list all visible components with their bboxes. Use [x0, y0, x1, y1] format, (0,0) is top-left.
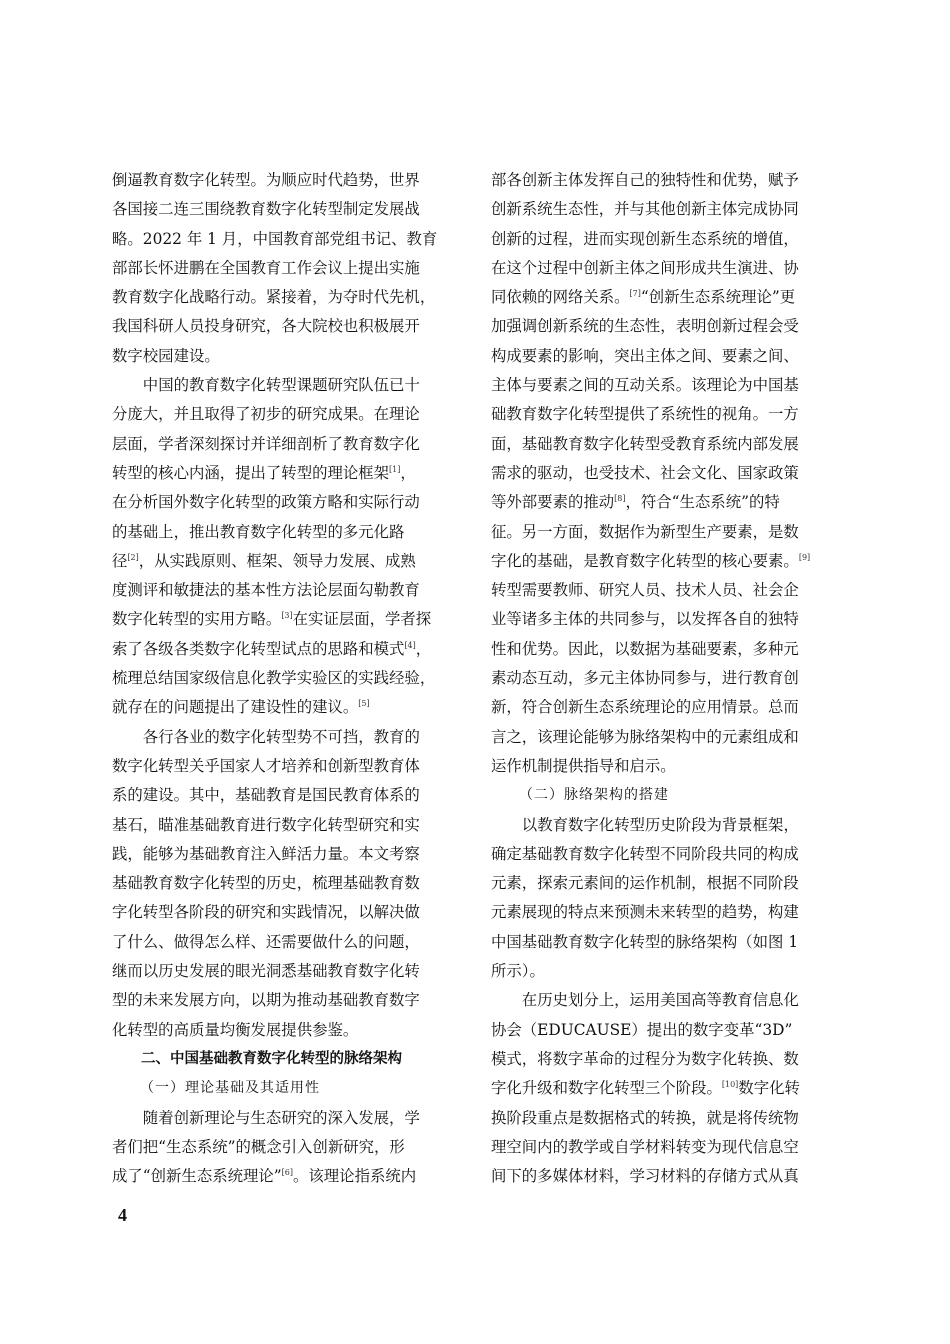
text-line: 在分析国外数字化转型的政策方略和实际行动	[112, 493, 420, 512]
section-heading: 二、中国基础教育数字化转型的脉络架构	[141, 1050, 402, 1067]
text-line: 创新的过程，进而实现创新生态系统的增值，	[491, 229, 799, 248]
text-line: 业等诸多主体的共同参与，以发挥各自的独特	[491, 610, 799, 629]
text-line	[491, 283, 838, 312]
text-line	[112, 547, 459, 576]
text-line: 在这个过程中创新主体之间形成共生演进、协	[491, 258, 799, 277]
text-fragment: 数字化转型的实用方略。	[112, 610, 282, 629]
text-line: 素动态互动，多元主体协同参与，进行教育创	[491, 669, 799, 688]
text-line: 主体与要素之间的互动关系。该理论为中国基	[491, 376, 799, 395]
text-line: 面，基础教育数字化转型受教育系统内部发展	[491, 434, 799, 453]
subsection-heading: （一）理论基础及其适用性	[140, 1080, 320, 1097]
text-line: 新，符合创新生态系统理论的应用情景。总而	[491, 698, 799, 717]
text-fragment: 索了各级各类数字化转型试点的思路和模式	[112, 639, 405, 658]
text-line: 间下的多媒体材料，学习材料的存储方式从真	[491, 1167, 799, 1186]
text-fragment: 在实证层面，学者探	[292, 610, 432, 629]
text-line: 倒逼教育数字化转型。为顺应时代趋势，世界	[112, 171, 420, 189]
text-line	[112, 1162, 459, 1191]
left-column	[112, 166, 459, 1191]
text-line: 层面，学者深刻探讨并详细剖析了教育数字化	[112, 434, 420, 453]
paragraph-1	[112, 166, 459, 371]
citation: [5]	[358, 699, 370, 709]
text-line: 运作机制提供指导和启示。	[491, 756, 676, 775]
text-line: 在历史划分上，运用美国高等教育信息化	[521, 991, 799, 1010]
text-fragment: 就存在的问题提出了建设性的建议。	[112, 698, 359, 717]
subsection-heading: （二）脉络架构的搭建	[519, 787, 669, 804]
text-line: 数字化转型关乎国家人才培养和创新型教育体	[112, 756, 420, 775]
text-line: 理空间内的教学或自学材料转变为现代信息空	[491, 1137, 799, 1156]
text-line	[491, 547, 838, 576]
text-line: 元素展现的特点来预测未来转型的趋势，构建	[491, 903, 799, 922]
text-fragment: 成了“创新生态系统理论”	[112, 1167, 282, 1186]
text-line: 基础教育数字化转型的历史，梳理基础教育数	[112, 874, 420, 893]
citation: [2]	[127, 552, 139, 562]
text-line: 度测评和敏捷法的基本性方法论层面勾勒教育	[112, 581, 420, 600]
text-line: 加强调创新系统的生态性，表明创新过程会受	[491, 317, 799, 336]
text-line: 构成要素的影响，突出主体之间、要素之间、	[491, 346, 799, 365]
citation: [1]	[389, 464, 401, 474]
text-line: 需求的驱动，也受技术、社会文化、国家政策	[491, 463, 799, 482]
text-line: 者们把“生态系统”的概念引入创新研究，形	[112, 1137, 405, 1156]
text-line: 我国科研人员投身研究，各大院校也积极展开	[112, 317, 420, 336]
paragraph-3	[112, 723, 459, 1045]
text-line: 中国的教育数字化转型课题研究队伍已十	[142, 376, 420, 395]
text-fragment: ，	[400, 463, 416, 482]
text-line	[112, 635, 459, 664]
text-line: 分庞大，并且取得了初步的研究成果。在理论	[112, 405, 420, 424]
text-line: 各国接二连三围绕教育数字化转型制定发展战	[112, 200, 420, 219]
text-fragment: 数字化转	[738, 1079, 800, 1098]
text-fragment: ，	[415, 639, 432, 658]
text-line: 换阶段重点是数据格式的转换，就是将传统物	[491, 1108, 799, 1127]
text-line: 确定基础教育数字化转型不同阶段共同的构成	[491, 844, 799, 863]
text-line: 元素，探索元素间的运作机制，根据不同阶段	[491, 874, 799, 893]
citation: [4]	[404, 640, 416, 650]
paragraph-6	[491, 811, 838, 987]
paragraph-7	[491, 986, 838, 1191]
text-line	[112, 693, 459, 722]
citation: [7]	[629, 289, 641, 299]
text-fragment: 径	[112, 551, 128, 570]
text-line: 化转型的高质量均衡发展提供参鉴。	[112, 1020, 359, 1039]
citation: [6]	[281, 1168, 293, 1178]
text-line: 所示）。	[491, 962, 545, 981]
text-fragment: ，从实践原则、框架、领导力发展、成熟	[138, 551, 416, 570]
text-line: 数字校园建设。	[112, 346, 220, 365]
page-number: 4	[118, 1205, 127, 1225]
text-line: 的基础上，推出教育数字化转型的多元化路	[112, 522, 405, 541]
text-line: 征。另一方面，数据作为新型生产要素，是数	[491, 522, 799, 541]
citation: [8]	[614, 494, 626, 504]
right-column	[491, 166, 838, 1191]
text-line: 转型需要教师、研究人员、技术人员、社会企	[491, 581, 799, 600]
text-line: 础教育数字化转型提供了系统性的视角。一方	[491, 405, 799, 424]
text-line: 了什么、做得怎么样、还需要做什么的问题，	[112, 932, 420, 951]
text-line: 基石，瞄准基础教育进行数字化转型研究和实	[112, 815, 420, 834]
text-line: 随着创新理论与生态研究的深入发展，学	[142, 1108, 420, 1127]
text-line: 型的未来发展方向，以期为推动基础教育数字	[112, 991, 420, 1010]
text-line: 言之，该理论能够为脉络架构中的元素组成和	[491, 727, 799, 746]
text-fragment: 同依赖的网络关系。	[491, 288, 630, 307]
text-line: 略。2022 年 1 月，中国教育部党组书记、教育	[112, 229, 438, 248]
text-fragment: 。该理论指系统内	[293, 1167, 417, 1186]
text-line: 字化转型各阶段的研究和实践情况，以解决做	[112, 903, 420, 922]
text-fragment: ，符合“生态系统”的特	[625, 493, 780, 512]
text-line: 部部长怀进鹏在全国教育工作会议上提出实施	[112, 258, 420, 277]
text-line: 协会（EDUCAUSE）提出的数字变革“3D”	[491, 1020, 793, 1039]
text-fragment: 等外部要素的推动	[491, 493, 615, 512]
text-line: 梳理总结国家级信息化教学实验区的实践经验，	[112, 669, 436, 688]
citation: [10]	[721, 1080, 739, 1090]
text-line: 以教育数字化转型历史阶段为背景框架，	[521, 815, 799, 834]
text-line: 教育数字化战略行动。紧接着，为夺时代先机，	[112, 288, 436, 307]
text-line	[112, 605, 459, 634]
text-line: 创新系统生态性，并与其他创新主体完成协同	[491, 200, 799, 219]
text-line: 系的建设。其中，基础教育是国民教育体系的	[112, 786, 420, 805]
text-line: 中国基础教育数字化转型的脉络架构（如图 1	[491, 932, 799, 951]
text-fragment: “创新生态系统理论”更	[640, 288, 796, 307]
text-line: 模式，将数字革命的过程分为数字化转换、数	[491, 1049, 799, 1068]
paragraph-2	[112, 371, 459, 723]
paragraph-4	[112, 1104, 459, 1192]
text-line: 性和优势。因此，以数据为基础要素，多种元	[491, 639, 799, 658]
text-fragment: 字化升级和数字化转型三个阶段。	[491, 1079, 722, 1098]
text-fragment: 转型的核心内涵，提出了转型的理论框架	[112, 463, 390, 482]
text-fragment: 字化的基础，是教育数字化转型的核心要素。	[491, 551, 799, 570]
paragraph-5	[491, 166, 838, 781]
text-line: 继而以历史发展的眼光洞悉基础教育数字化转	[112, 962, 420, 981]
text-line: 部各创新主体发挥自己的独特性和优势，赋予	[491, 171, 799, 189]
citation: [9]	[798, 552, 811, 562]
citation: [3]	[281, 611, 293, 621]
text-line: 各行各业的数字化转型势不可挡，教育的	[142, 727, 420, 746]
text-line	[112, 459, 459, 488]
text-line: 践，能够为基础教育注入鲜活力量。本文考察	[112, 844, 420, 863]
text-line	[491, 1074, 838, 1103]
text-line	[491, 488, 838, 517]
